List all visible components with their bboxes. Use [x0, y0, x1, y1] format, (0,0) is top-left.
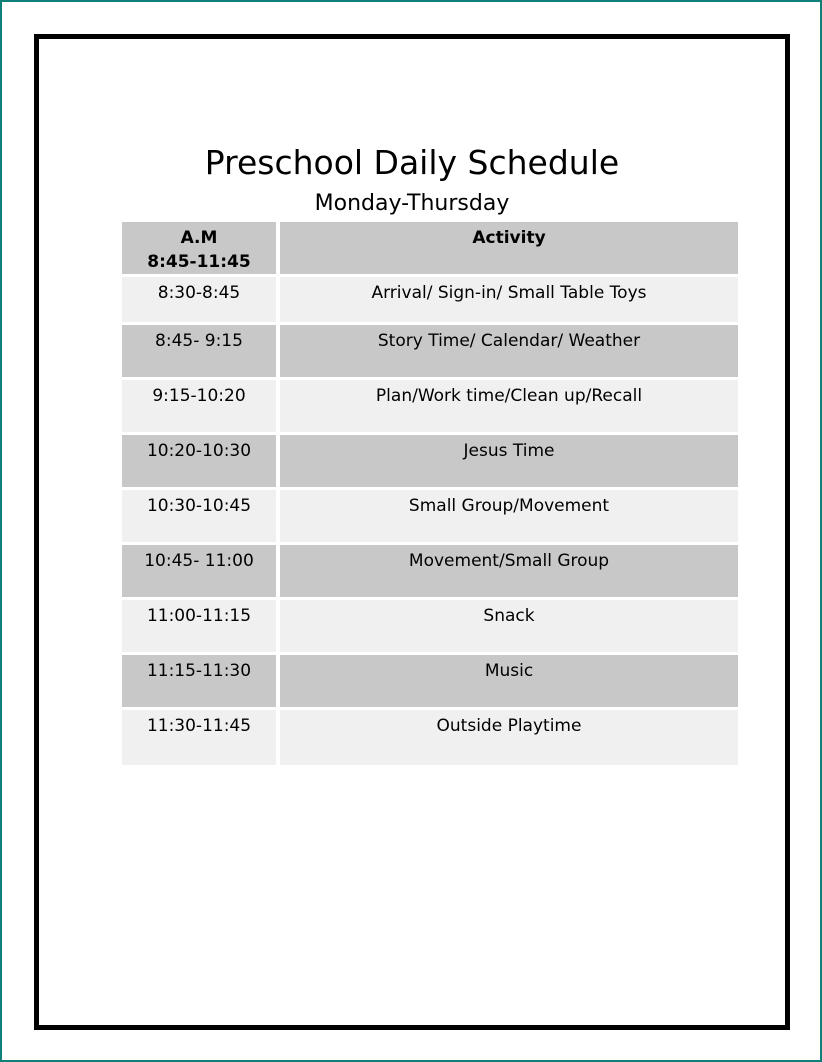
- time-cell: 10:45- 11:00: [122, 545, 280, 600]
- header-time-range: 8:45-11:45: [147, 252, 251, 272]
- time-cell: 9:15-10:20: [122, 380, 280, 435]
- header-time-label: A.M: [180, 228, 218, 248]
- table-row: [122, 325, 738, 380]
- header-time-cell: [122, 222, 280, 277]
- time-cell: 11:30-11:45: [122, 710, 280, 765]
- activity-cell: Outside Playtime: [280, 710, 738, 765]
- table-row: [122, 600, 738, 655]
- activity-cell: Movement/Small Group: [280, 545, 738, 600]
- activity-cell: Jesus Time: [280, 435, 738, 490]
- time-cell: 8:30-8:45: [122, 277, 280, 325]
- schedule-table: [122, 222, 738, 765]
- table-row: [122, 545, 738, 600]
- table-row: [122, 710, 738, 765]
- table-row: [122, 435, 738, 490]
- activity-cell: Snack: [280, 600, 738, 655]
- subtitle-days: Monday-Thursday: [314, 191, 510, 216]
- time-cell: 11:00-11:15: [122, 600, 280, 655]
- activity-cell: Story Time/ Calendar/ Weather: [280, 325, 738, 380]
- activity-cell: Arrival/ Sign-in/ Small Table Toys: [280, 277, 738, 325]
- table-row: [122, 380, 738, 435]
- time-cell: 10:30-10:45: [122, 490, 280, 545]
- time-cell: 8:45- 9:15: [122, 325, 280, 380]
- table-row: [122, 277, 738, 325]
- table-row: [122, 490, 738, 545]
- table-row: [122, 655, 738, 710]
- activity-cell: Music: [280, 655, 738, 710]
- time-cell: 10:20-10:30: [122, 435, 280, 490]
- activity-cell: Plan/Work time/Clean up/Recall: [280, 380, 738, 435]
- time-cell: 11:15-11:30: [122, 655, 280, 710]
- page-title: Preschool Daily Schedule: [204, 143, 620, 182]
- table-header-row: [122, 222, 738, 277]
- activity-cell: Small Group/Movement: [280, 490, 738, 545]
- header-activity-cell: Activity: [280, 222, 738, 277]
